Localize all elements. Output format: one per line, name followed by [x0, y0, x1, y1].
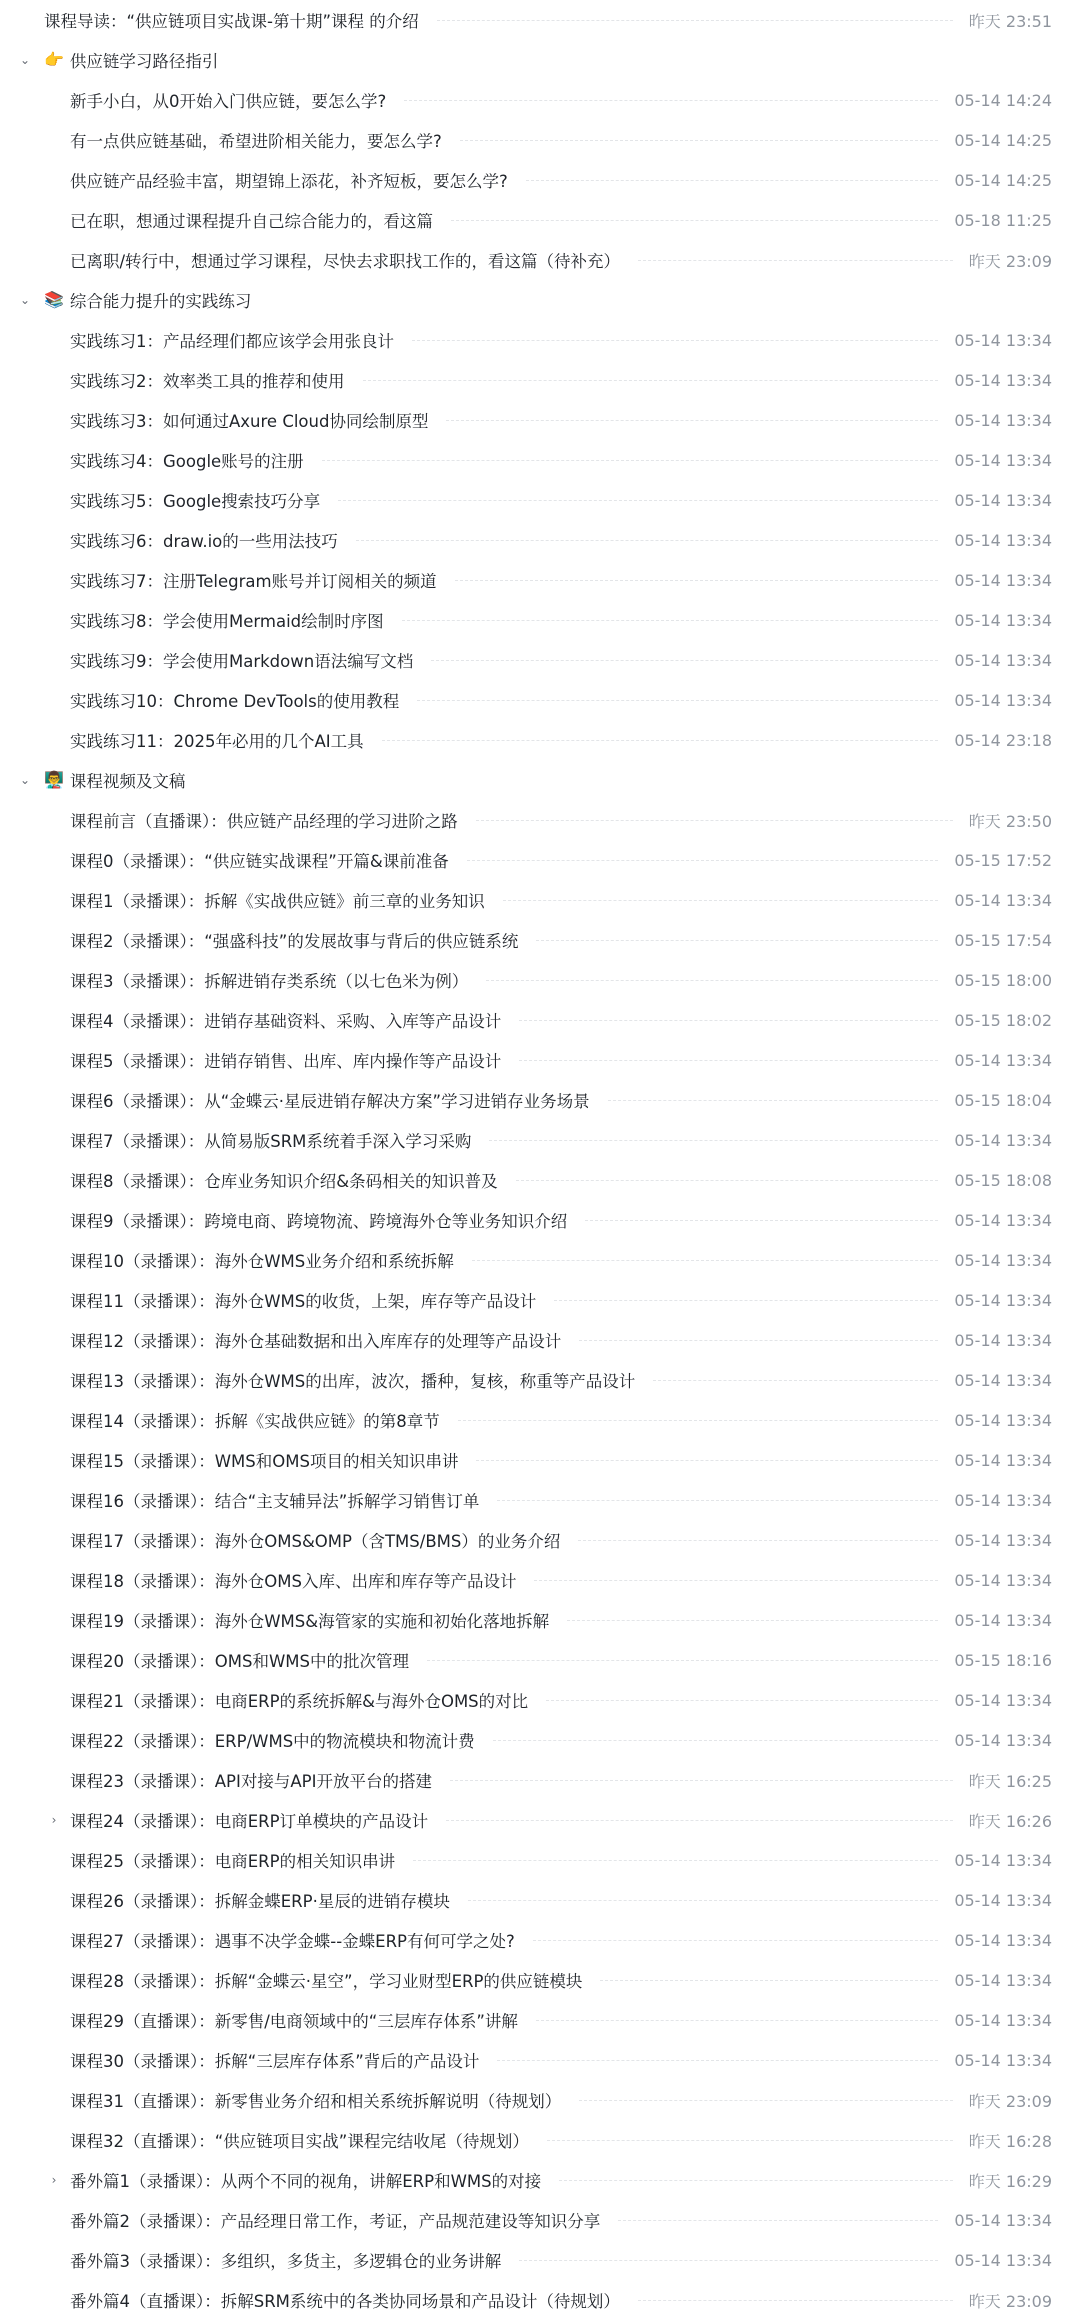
updated-time: 05-14 13:34 — [954, 1370, 1052, 1390]
updated-time: 05-14 13:34 — [954, 2010, 1052, 2030]
dotted-leader — [578, 1540, 938, 1541]
doc-row[interactable] — [0, 1520, 1080, 1560]
doc-row[interactable] — [0, 1560, 1080, 1600]
doc-title[interactable]: 课程6（录播课）：从“金蝶云·星辰进销存解决方案”学习进销存业务场景 — [70, 1092, 590, 1111]
doc-title[interactable]: 实践练习1：产品经理们都应该学会用张良计 — [70, 332, 394, 351]
doc-title[interactable]: 实践练习6：draw.io的一些用法技巧 — [70, 532, 338, 551]
updated-time: 05-14 13:34 — [954, 1530, 1052, 1550]
dotted-leader — [600, 1980, 938, 1981]
doc-row[interactable] — [0, 1640, 1080, 1680]
doc-title[interactable]: 课程导读：“供应链项目实战课-第十期”课程 的介绍 — [44, 12, 419, 31]
doc-title[interactable]: 实践练习4：Google账号的注册 — [70, 452, 304, 471]
doc-title[interactable]: 课程前言（直播课）：供应链产品经理的学习进阶之路 — [70, 812, 458, 831]
doc-title[interactable]: 课程14（录播课）：拆解《实战供应链》的第8章节 — [70, 1412, 440, 1431]
chevron-right-icon[interactable]: › — [51, 1813, 57, 1827]
doc-row[interactable] — [0, 800, 1080, 840]
doc-title[interactable]: 课程15（录播课）：WMS和OMS项目的相关知识串讲 — [70, 1452, 459, 1471]
dotted-leader — [431, 660, 938, 661]
dotted-leader — [472, 1260, 939, 1261]
dotted-leader — [579, 1340, 938, 1341]
updated-time: 05-14 13:34 — [954, 1330, 1052, 1350]
dotted-leader — [412, 340, 938, 341]
doc-title[interactable]: 课程13（录播课）：海外仓WMS的出库，波次，播种，复核，称重等产品设计 — [70, 1372, 636, 1391]
doc-row[interactable] — [0, 480, 1080, 520]
doc-title[interactable]: 课程11（录播课）：海外仓WMS的收货，上架，库存等产品设计 — [70, 1292, 537, 1311]
doc-row[interactable] — [0, 1040, 1080, 1080]
updated-time: 05-14 13:34 — [954, 1410, 1052, 1430]
dotted-leader — [468, 1900, 938, 1901]
dotted-leader — [382, 740, 939, 741]
doc-title[interactable]: 课程7（录播课）：从简易版SRM系统着手深入学习采购 — [70, 1132, 472, 1151]
doc-row[interactable] — [0, 2040, 1080, 2080]
dotted-leader — [567, 1620, 938, 1621]
doc-row[interactable] — [0, 2200, 1080, 2240]
updated-time: 05-14 13:34 — [954, 1850, 1052, 1870]
updated-time: 05-14 13:34 — [954, 1890, 1052, 1910]
dotted-leader — [536, 2020, 938, 2021]
doc-title[interactable]: 课程8（录播课）：仓库业务知识介绍&条码相关的知识普及 — [70, 1172, 498, 1191]
dotted-leader — [446, 420, 938, 421]
updated-time: 昨天 16:29 — [968, 2171, 1052, 2191]
updated-time: 05-15 17:52 — [954, 850, 1052, 870]
doc-title[interactable]: 番外篇1（录播课）：从两个不同的视角，讲解ERP和WMS的对接 — [70, 2172, 542, 2191]
section-header[interactable] — [0, 280, 1080, 320]
doc-title[interactable]: 课程26（录播课）：拆解金蝶ERP·星辰的进销存模块 — [70, 1892, 450, 1911]
dotted-leader — [404, 100, 938, 101]
doc-title[interactable]: 已在职，想通过课程提升自己综合能力的，看这篇 — [70, 212, 433, 231]
doc-title[interactable]: 课程17（录播课）：海外仓OMS&OMP（含TMS/BMS）的业务介绍 — [70, 1532, 561, 1551]
doc-row[interactable] — [0, 1160, 1080, 1200]
dotted-leader — [526, 180, 939, 181]
doc-row[interactable] — [0, 520, 1080, 560]
doc-title[interactable]: 课程19（录播课）：海外仓WMS&海管家的实施和初始化落地拆解 — [70, 1612, 550, 1631]
updated-time: 05-14 13:34 — [954, 1450, 1052, 1470]
doc-title[interactable]: 实践练习8：学会使用Mermaid绘制时序图 — [70, 612, 384, 631]
doc-row[interactable] — [0, 2240, 1080, 2280]
doc-title[interactable]: 课程25（录播课）：电商ERP的相关知识串讲 — [70, 1852, 396, 1871]
doc-title[interactable]: 课程30（录播课）：拆解“三层库存体系”背后的产品设计 — [70, 2052, 480, 2071]
updated-time: 05-14 13:34 — [954, 1970, 1052, 1990]
updated-time: 05-14 13:34 — [954, 1290, 1052, 1310]
updated-time: 05-14 13:34 — [954, 450, 1052, 470]
updated-time: 05-15 18:00 — [954, 970, 1052, 990]
updated-time: 05-14 13:34 — [954, 570, 1052, 590]
doc-title[interactable]: 课程22（录播课）：ERP/WMS中的物流模块和物流计费 — [70, 1732, 475, 1751]
doc-row[interactable] — [0, 560, 1080, 600]
dotted-leader — [638, 2300, 953, 2301]
doc-row[interactable] — [0, 2160, 1080, 2200]
updated-time: 05-14 13:34 — [954, 1690, 1052, 1710]
dotted-leader — [536, 940, 938, 941]
doc-title[interactable]: 实践练习2：效率类工具的推荐和使用 — [70, 372, 345, 391]
updated-time: 05-14 13:34 — [954, 530, 1052, 550]
updated-time: 05-14 13:34 — [954, 2250, 1052, 2270]
dotted-leader — [460, 140, 939, 141]
dotted-leader — [417, 700, 938, 701]
updated-time: 05-15 17:54 — [954, 930, 1052, 950]
doc-row[interactable] — [0, 1880, 1080, 1920]
doc-title[interactable]: 课程16（录播课）：结合“主支辅异法”拆解学习销售订单 — [70, 1492, 480, 1511]
dotted-leader — [467, 860, 939, 861]
doc-row[interactable] — [0, 360, 1080, 400]
updated-time: 昨天 23:50 — [968, 811, 1052, 831]
doc-title[interactable]: 供应链产品经验丰富，期望锦上添花，补齐短板，要怎么学? — [70, 172, 508, 191]
doc-row[interactable] — [0, 1080, 1080, 1120]
updated-time: 05-15 18:08 — [954, 1170, 1052, 1190]
doc-title[interactable]: 实践练习11：2025年必用的几个AI工具 — [70, 732, 364, 751]
doc-title[interactable]: 课程2（录播课）：“强盛科技”的发展故事与背后的供应链系统 — [70, 932, 519, 951]
updated-time: 05-14 23:18 — [954, 730, 1052, 750]
dotted-leader — [458, 1420, 939, 1421]
doc-row[interactable] — [0, 840, 1080, 880]
doc-row[interactable] — [0, 440, 1080, 480]
doc-row[interactable] — [0, 1680, 1080, 1720]
dotted-leader — [322, 460, 939, 461]
updated-time: 05-14 13:34 — [954, 690, 1052, 710]
dotted-leader — [356, 540, 939, 541]
chevron-down-icon[interactable]: ⌄ — [19, 773, 31, 787]
doc-title[interactable]: 课程9（录播课）：跨境电商、跨境物流、跨境海外仓等业务知识介绍 — [70, 1212, 568, 1231]
pointing-hand-icon: 👉 — [44, 50, 64, 69]
updated-time: 昨天 16:26 — [968, 1811, 1052, 1831]
dotted-leader — [559, 2180, 953, 2181]
updated-time: 05-14 14:24 — [954, 90, 1052, 110]
updated-time: 昨天 23:51 — [968, 11, 1052, 31]
chevron-down-icon[interactable]: ⌄ — [19, 293, 31, 307]
dotted-leader — [503, 900, 939, 901]
dotted-leader — [476, 1460, 938, 1461]
updated-time: 昨天 23:09 — [968, 2291, 1052, 2311]
dotted-leader — [486, 980, 938, 981]
updated-time: 05-18 11:25 — [954, 210, 1052, 230]
doc-row[interactable] — [0, 1760, 1080, 1800]
teacher-icon: 👨‍🏫 — [44, 770, 64, 789]
doc-title[interactable]: 实践练习5：Google搜索技巧分享 — [70, 492, 321, 511]
doc-title[interactable]: 番外篇4（直播课）：拆解SRM系统中的各类协同场景和产品设计（待规划） — [70, 2292, 620, 2311]
doc-row[interactable] — [0, 400, 1080, 440]
dotted-leader — [497, 1500, 938, 1501]
doc-row[interactable] — [0, 600, 1080, 640]
updated-time: 昨天 23:09 — [968, 2091, 1052, 2111]
doc-row[interactable] — [0, 1120, 1080, 1160]
dotted-leader — [534, 1580, 938, 1581]
dotted-leader — [533, 1940, 939, 1941]
doc-title[interactable]: 实践练习7：注册Telegram账号并订阅相关的频道 — [70, 572, 437, 591]
dotted-leader — [363, 380, 939, 381]
doc-row[interactable] — [0, 200, 1080, 240]
doc-row[interactable] — [0, 1000, 1080, 1040]
updated-time: 05-14 13:34 — [954, 410, 1052, 430]
updated-time: 05-14 13:34 — [954, 490, 1052, 510]
dotted-leader — [427, 1660, 938, 1661]
updated-time: 05-15 18:04 — [954, 1090, 1052, 1110]
doc-row[interactable] — [0, 160, 1080, 200]
doc-row[interactable] — [0, 2080, 1080, 2120]
doc-row[interactable] — [0, 1840, 1080, 1880]
dotted-leader — [489, 1140, 938, 1141]
doc-row[interactable] — [0, 1800, 1080, 1840]
updated-time: 05-14 13:34 — [954, 370, 1052, 390]
doc-title[interactable]: 课程10（录播课）：海外仓WMS业务介绍和系统拆解 — [70, 1252, 454, 1271]
doc-title[interactable]: 课程18（录播课）：海外仓OMS入库、出库和库存等产品设计 — [70, 1572, 517, 1591]
section-header[interactable] — [0, 40, 1080, 80]
dotted-leader — [519, 2260, 938, 2261]
updated-time: 05-14 13:34 — [954, 650, 1052, 670]
doc-title[interactable]: 课程28（录播课）：拆解“金蝶云·星空”，学习业财型ERP的供应链模块 — [70, 1972, 583, 1991]
doc-row[interactable] — [0, 1360, 1080, 1400]
dotted-leader — [618, 2220, 938, 2221]
chevron-right-icon[interactable]: › — [51, 2173, 57, 2187]
doc-row[interactable] — [0, 2120, 1080, 2160]
dotted-leader — [338, 500, 938, 501]
doc-row[interactable] — [0, 1320, 1080, 1360]
doc-title[interactable]: 课程21（录播课）：电商ERP的系统拆解&与海外仓OMS的对比 — [70, 1692, 529, 1711]
updated-time: 05-14 13:34 — [954, 2210, 1052, 2230]
doc-title[interactable]: 已离职/转行中，想通过学习课程，尽快去求职找工作的，看这篇（待补充） — [70, 252, 621, 271]
dotted-leader — [554, 1300, 938, 1301]
dotted-leader — [608, 1100, 939, 1101]
dotted-leader — [451, 220, 938, 221]
updated-time: 05-14 13:34 — [954, 1930, 1052, 1950]
updated-time: 05-14 13:34 — [954, 890, 1052, 910]
doc-row[interactable] — [0, 2000, 1080, 2040]
doc-row[interactable] — [0, 80, 1080, 120]
doc-row[interactable] — [0, 1480, 1080, 1520]
updated-time: 05-14 13:34 — [954, 2050, 1052, 2070]
doc-row[interactable] — [0, 120, 1080, 160]
dotted-leader — [653, 1380, 938, 1381]
dotted-leader — [585, 1220, 938, 1221]
books-icon: 📚 — [44, 290, 64, 309]
updated-time: 05-14 13:34 — [954, 1250, 1052, 1270]
doc-row[interactable] — [0, 880, 1080, 920]
updated-time: 昨天 16:28 — [968, 2131, 1052, 2151]
doc-title[interactable]: 实践练习10：Chrome DevTools的使用教程 — [70, 692, 400, 711]
updated-time: 昨天 23:09 — [968, 251, 1052, 271]
doc-row[interactable] — [0, 720, 1080, 760]
dotted-leader — [402, 620, 939, 621]
intro-row[interactable] — [0, 0, 1080, 40]
doc-row[interactable] — [0, 1440, 1080, 1480]
doc-row[interactable] — [0, 1240, 1080, 1280]
doc-title[interactable]: 有一点供应链基础，希望进阶相关能力，要怎么学? — [70, 132, 442, 151]
section-title[interactable]: 课程视频及文稿 — [69, 772, 186, 791]
doc-title[interactable]: 番外篇2（录播课）：产品经理日常工作，考证，产品规范建设等知识分享 — [70, 2212, 601, 2231]
doc-row[interactable] — [0, 1280, 1080, 1320]
updated-time: 05-14 13:34 — [954, 1210, 1052, 1230]
doc-row[interactable] — [0, 640, 1080, 680]
doc-row[interactable] — [0, 1960, 1080, 2000]
doc-row[interactable] — [0, 680, 1080, 720]
updated-time: 05-15 18:16 — [954, 1650, 1052, 1670]
doc-row[interactable] — [0, 920, 1080, 960]
doc-row[interactable] — [0, 320, 1080, 360]
doc-title[interactable]: 课程27（录播课）：遇事不决学金蝶--金蝶ERP有何可学之处? — [70, 1932, 515, 1951]
updated-time: 05-14 14:25 — [954, 170, 1052, 190]
dotted-leader — [450, 1780, 953, 1781]
updated-time: 05-14 13:34 — [954, 1130, 1052, 1150]
updated-time: 05-14 13:34 — [954, 1490, 1052, 1510]
dotted-leader — [446, 1820, 953, 1821]
doc-title[interactable]: 课程23（录播课）：API对接与API开放平台的搭建 — [70, 1772, 432, 1791]
dotted-leader — [413, 1860, 938, 1861]
doc-title[interactable]: 课程31（直播课）：新零售业务介绍和相关系统拆解说明（待规划） — [70, 2092, 562, 2111]
dotted-leader — [519, 1060, 938, 1061]
updated-time: 05-14 13:34 — [954, 610, 1052, 630]
doc-title[interactable]: 课程3（录播课）：拆解进销存类系统（以七色米为例） — [70, 972, 469, 991]
doc-title[interactable]: 课程0（录播课）：“供应链实战课程”开篇&课前准备 — [70, 852, 449, 871]
doc-title[interactable]: 课程5（录播课）：进销存销售、出库、库内操作等产品设计 — [70, 1052, 502, 1071]
doc-row[interactable] — [0, 1200, 1080, 1240]
updated-time: 05-14 13:34 — [954, 1610, 1052, 1630]
doc-title[interactable]: 课程12（录播课）：海外仓基础数据和出入库库存的处理等产品设计 — [70, 1332, 562, 1351]
doc-title[interactable]: 新手小白，从0开始入门供应链，要怎么学? — [70, 92, 387, 111]
updated-time: 昨天 16:25 — [968, 1771, 1052, 1791]
doc-row[interactable] — [0, 1600, 1080, 1640]
dotted-leader — [455, 580, 939, 581]
doc-title[interactable]: 课程20（录播课）：OMS和WMS中的批次管理 — [70, 1652, 409, 1671]
doc-title[interactable]: 课程24（录播课）：电商ERP订单模块的产品设计 — [70, 1812, 429, 1831]
doc-title[interactable]: 课程29（直播课）：新零售/电商领域中的“三层库存体系”讲解 — [70, 2012, 518, 2031]
doc-title[interactable]: 课程1（录播课）：拆解《实战供应链》前三章的业务知识 — [70, 892, 485, 911]
doc-row[interactable] — [0, 1720, 1080, 1760]
section-title[interactable]: 供应链学习路径指引 — [69, 52, 219, 71]
updated-time: 05-14 13:34 — [954, 1050, 1052, 1070]
chevron-down-icon[interactable]: ⌄ — [19, 53, 31, 67]
dotted-leader — [476, 820, 953, 821]
dotted-leader — [497, 2060, 938, 2061]
updated-time: 05-14 13:34 — [954, 1730, 1052, 1750]
section-header[interactable] — [0, 760, 1080, 800]
doc-title[interactable]: 实践练习9：学会使用Markdown语法编写文档 — [70, 652, 414, 671]
doc-row[interactable] — [0, 2280, 1080, 2320]
doc-row[interactable] — [0, 240, 1080, 280]
dotted-leader — [638, 260, 953, 261]
dotted-leader — [579, 2100, 953, 2101]
doc-title[interactable]: 课程32（直播课）：“供应链项目实战”课程完结收尾（待规划） — [70, 2132, 529, 2151]
dotted-leader — [493, 1740, 939, 1741]
dotted-leader — [516, 1180, 939, 1181]
dotted-leader — [546, 1700, 938, 1701]
section-title[interactable]: 综合能力提升的实践练习 — [69, 292, 252, 311]
dotted-leader — [437, 20, 953, 21]
doc-row[interactable] — [0, 960, 1080, 1000]
doc-title[interactable]: 课程4（录播课）：进销存基础资料、采购、入库等产品设计 — [70, 1012, 502, 1031]
dotted-leader — [519, 1020, 938, 1021]
updated-time: 05-15 18:02 — [954, 1010, 1052, 1030]
updated-time: 05-14 13:34 — [954, 330, 1052, 350]
updated-time: 05-14 14:25 — [954, 130, 1052, 150]
dotted-leader — [547, 2140, 953, 2141]
doc-title[interactable]: 实践练习3：如何通过Axure Cloud协同绘制原型 — [70, 412, 429, 431]
updated-time: 05-14 13:34 — [954, 1570, 1052, 1590]
doc-title[interactable]: 番外篇3（录播课）：多组织，多货主，多逻辑仓的业务讲解 — [70, 2252, 502, 2271]
doc-row[interactable] — [0, 1920, 1080, 1960]
doc-row[interactable] — [0, 1400, 1080, 1440]
